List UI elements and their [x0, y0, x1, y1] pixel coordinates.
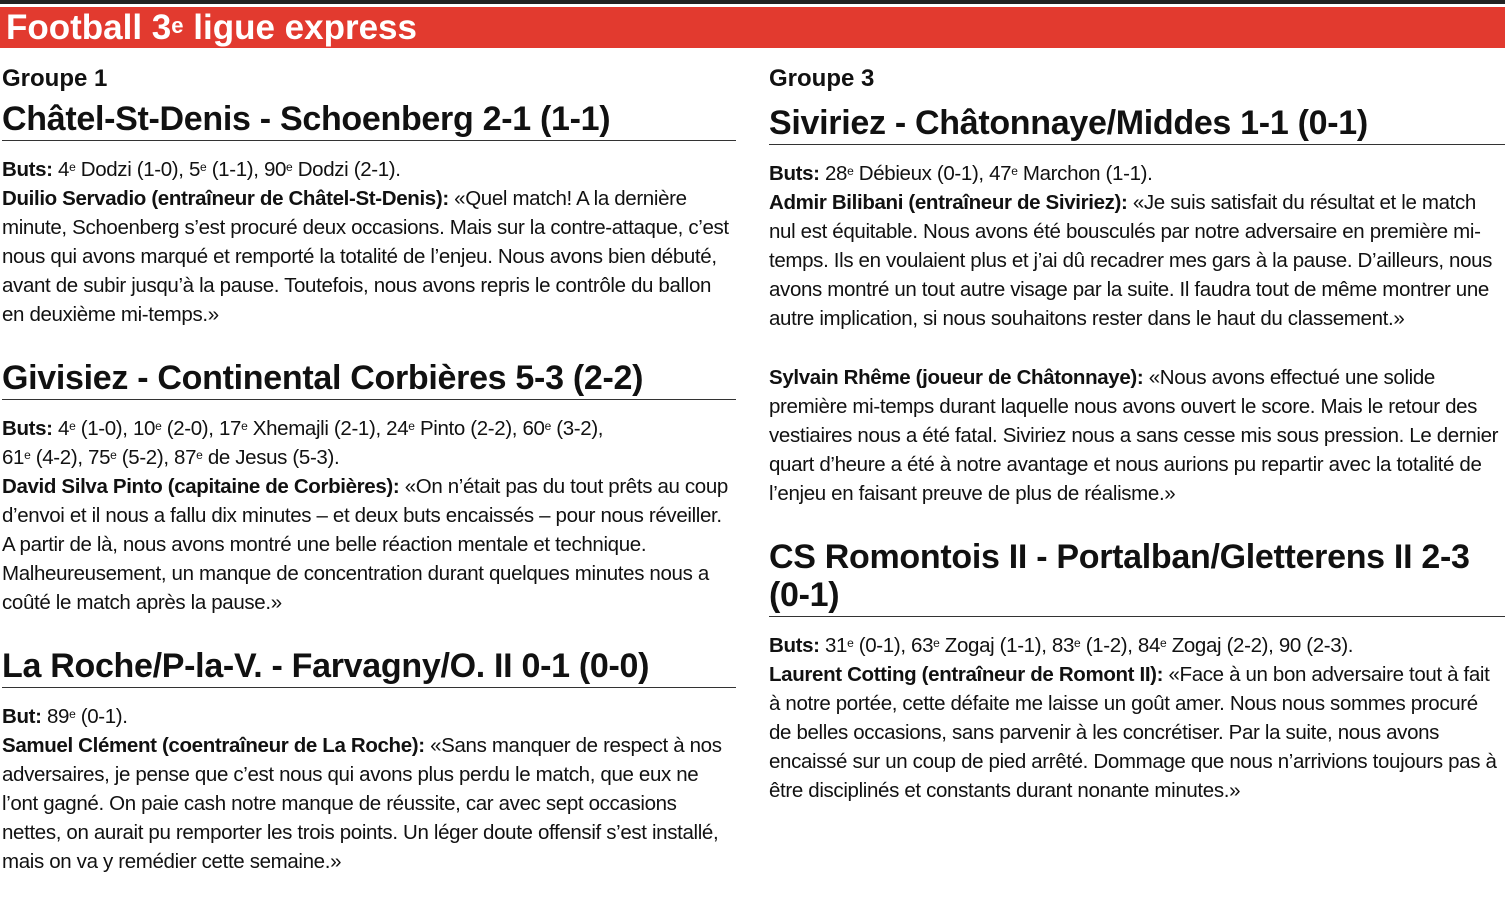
group-title: Groupe 1: [2, 65, 108, 92]
goal: 83e (1-2),: [1051, 634, 1138, 657]
banner-title-sup: e: [171, 13, 184, 38]
match-report: [769, 538, 1505, 805]
speaker: Sylvain Rhême (joueur de Châtonnaye):: [769, 366, 1144, 389]
goal: 75e (5-2),: [88, 446, 175, 469]
quote-paragraph: [2, 184, 736, 329]
goal: 31e (0-1),: [825, 634, 912, 657]
match-report: [769, 104, 1505, 508]
quote-text: «Nous avons effectué une solide première mi-temps durant laquelle nous avons ouvert le score. Mais le retour des vestiaires nous a été fatal. Siviriez nous a sans cesse mis sous pression. Le dernier quart d’heure a été à notre avantage et nous aurions pu repartir avec la totalité de l’enjeu en faisant preuve de plus de réalisme.»: [769, 366, 1499, 505]
goal: 4e Dodzi (1-0),: [58, 158, 189, 181]
top-rule: [0, 0, 1505, 4]
quote-paragraph: [769, 363, 1505, 508]
goal: 10e (2-0),: [132, 417, 219, 440]
goals-label: Buts:: [769, 634, 820, 657]
goals-line: [2, 414, 736, 472]
goal: 4e (1-0),: [58, 417, 133, 440]
speaker: Laurent Cotting (entraîneur de Romont II):: [769, 663, 1164, 686]
quote-paragraph: [769, 660, 1505, 805]
speaker: David Silva Pinto (capitaine de Corbières):: [2, 475, 400, 498]
quote-text: «Sans manquer de respect à nos adversaires, je pense que c’est nous qui avons plus perdu le match, que eux ne l’ont gagné. On paie cash notre manque de réussite, car avec sept occasions nettes, on aurait pu remporter les trois points. Un léger doute offensif s’est installé, mais on va y remédier cette semaine.»: [2, 734, 722, 873]
quote-text: «Je suis satisfait du résultat et le match nul est équitable. Nous avons été bousculés par notre adversaire en première mi-temps. Ils en voulaient plus et j’ai dû recadrer mes gars à la pause. D’ailleurs, nous avons montré un tout autre visage par la suite. Il faudra tout de même montrer une autre implication, si nous souhaitons rester dans le haut du classement.»: [769, 191, 1493, 330]
quote-paragraph: [2, 731, 736, 876]
banner-title-suffix: ligue express: [183, 8, 417, 47]
goals-label: Buts:: [2, 417, 53, 440]
goal: 90e Dodzi (2-1).: [263, 158, 401, 181]
goal: 63e Zogaj (1-1),: [911, 634, 1052, 657]
match-title: La Roche/P-la-V. - Farvagny/O. II 0-1 (0-0): [2, 647, 736, 688]
goal: 61e (4-2),: [2, 446, 89, 469]
goal: 5e (1-1),: [188, 158, 264, 181]
goals-label: Buts:: [769, 162, 820, 185]
page-banner: [0, 7, 1505, 48]
right-column: [769, 64, 1505, 805]
goal: 17e Xhemajli (2-1),: [218, 417, 387, 440]
goals-label: But:: [2, 705, 42, 728]
goals-line: [769, 159, 1505, 188]
quote-text: «Quel match! A la dernière minute, Schoenberg s’est procuré deux occasions. Mais sur la contre-attaque, c’est nous qui avons marqué et remporté la totalité de l’enjeu. Nous avons bien débuté, avant de subir jusqu’à la pause. Toutefois, nous avons repris le contrôle du ballon en deuxième mi-temps.»: [2, 187, 729, 326]
goals-line: [769, 631, 1505, 660]
quote-paragraph: [2, 472, 736, 617]
quote-paragraph: [769, 188, 1505, 333]
group-title: Groupe 3: [769, 65, 875, 92]
speaker: Samuel Clément (coentraîneur de La Roche):: [2, 734, 425, 757]
goals-line: [2, 155, 736, 184]
goal: 90 (2-3).: [1278, 634, 1354, 657]
goal: 89e (0-1).: [46, 705, 128, 728]
goal: 84e Zogaj (2-2),: [1137, 634, 1279, 657]
goal: 87e de Jesus (5-3).: [174, 446, 340, 469]
match-title: Givisiez - Continental Corbières 5-3 (2-2): [2, 359, 736, 400]
goals-label: Buts:: [2, 158, 53, 181]
goal: 47e Marchon (1-1).: [989, 162, 1153, 185]
match-report: [2, 100, 736, 329]
speaker: Duilio Servadio (entraîneur de Châtel-St-Denis):: [2, 187, 449, 210]
quote-text: «Face à un bon adversaire tout à fait à notre portée, cette défaite me laisse un goût amer. Nous nous sommes procuré de belles occasions, sans parvenir à les concrétiser. Par la suite, nous avons encaissé sur un coup de pied arrêté. Dommage que nous n’arrivions toujours pas à être disciplinés et constants durant nonante minutes.»: [769, 663, 1497, 802]
goal: 24e Pinto (2-2),: [386, 417, 523, 440]
speaker: Admir Bilibani (entraîneur de Siviriez):: [769, 191, 1128, 214]
match-title: Siviriez - Châtonnaye/Middes 1-1 (0-1): [769, 104, 1505, 145]
match-title: CS Romontois II - Portalban/Gletterens II 2-3 (0-1): [769, 538, 1505, 617]
match-report: [2, 647, 736, 876]
goal: 60e (3-2),: [522, 417, 604, 440]
goals-line: [2, 702, 736, 731]
match-report: [2, 359, 736, 617]
match-title: Châtel-St-Denis - Schoenberg 2-1 (1-1): [2, 100, 736, 141]
goal: 28e Débieux (0-1),: [825, 162, 990, 185]
left-column: [2, 64, 736, 876]
banner-title-prefix: Football 3: [6, 8, 172, 47]
quote-text: «On n’était pas du tout prêts au coup d’envoi et il nous a fallu dix minutes – et deux buts encaissés – pour nous réveiller. A partir de là, nous avons montré une belle réaction mentale et technique. Malheureusement, un manque de concentration durant quelques minutes nous a coûté le match après la pause.»: [2, 475, 728, 614]
